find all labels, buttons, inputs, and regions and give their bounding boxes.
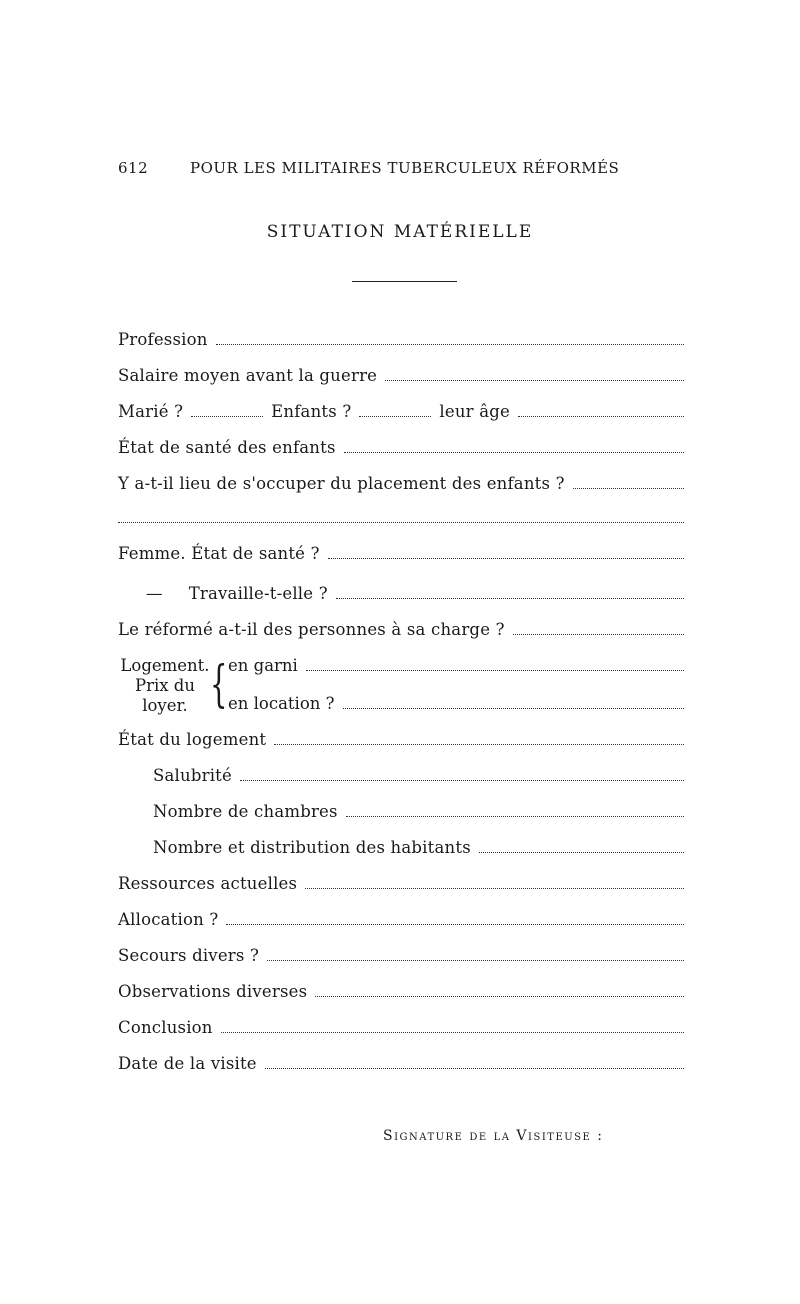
label-nombre-chambres: Nombre de chambres (153, 802, 338, 821)
row-travaille (146, 584, 684, 608)
label-salubrite: Salubrité (153, 766, 232, 785)
label-en-location: en location ? (228, 694, 335, 713)
running-title: POUR LES MILITAIRES TUBERCULEUX RÉFORMÉS (190, 159, 620, 177)
row-observations (118, 982, 684, 1006)
row-allocation (118, 910, 684, 934)
dash-ditto: — (146, 584, 163, 603)
fill-line-en-location[interactable] (343, 698, 685, 709)
logement-labels (118, 656, 212, 716)
fill-line-marie[interactable] (191, 406, 263, 417)
row-en-garni (228, 656, 684, 678)
label-allocation: Allocation ? (118, 910, 219, 929)
fill-line-charge[interactable] (513, 624, 684, 635)
fill-line-profession[interactable] (216, 334, 684, 345)
fill-line-salubrite[interactable] (240, 770, 684, 781)
title-rule (352, 281, 457, 282)
row-charge (118, 620, 684, 644)
label-loyer: loyer. (142, 696, 188, 715)
fill-line-conclusion[interactable] (221, 1022, 684, 1033)
fill-line-allocation[interactable] (226, 914, 684, 925)
signature-label: Signature de la Visiteuse : (383, 1128, 604, 1144)
row-conclusion (118, 1018, 684, 1042)
fill-line-enfants[interactable] (359, 406, 431, 417)
row-femme-sante (118, 544, 684, 568)
row-famille (118, 402, 684, 426)
label-salaire: Salaire moyen avant la guerre (118, 366, 378, 385)
row-en-location (228, 694, 684, 716)
fill-line-nombre-habitants[interactable] (479, 842, 684, 853)
label-nombre-habitants: Nombre et distribution des habitants (153, 838, 471, 857)
fill-line-leur-age[interactable] (518, 406, 684, 417)
fill-line-etat-logement[interactable] (274, 734, 684, 745)
row-salubrite (153, 766, 684, 790)
label-conclusion: Conclusion (118, 1018, 213, 1037)
fill-line-ressources[interactable] (305, 878, 684, 889)
fill-line-sante-enfants[interactable] (344, 442, 684, 453)
label-charge: Le réformé a-t-il des personnes à sa charge ? (118, 620, 505, 639)
label-observations: Observations diverses (118, 982, 308, 1001)
fill-line-observations[interactable] (315, 986, 684, 997)
row-ressources (118, 874, 684, 898)
row-sante-enfants (118, 438, 684, 462)
page-number: 612 (118, 159, 149, 177)
label-enfants: Enfants ? (271, 402, 352, 421)
logement-group (118, 656, 684, 720)
label-logement: Logement. (120, 656, 210, 675)
row-secours (118, 946, 684, 970)
label-secours: Secours divers ? (118, 946, 260, 965)
label-marie: Marié ? (118, 402, 184, 421)
label-date-visite: Date de la visite (118, 1054, 257, 1073)
section-title: SITUATION MATÉRIELLE (266, 222, 534, 242)
brace-symbol: { (210, 655, 228, 713)
row-salaire (118, 366, 684, 390)
fill-line-secours[interactable] (267, 950, 684, 961)
label-leur-age: leur âge (439, 402, 510, 421)
label-en-garni: en garni (228, 656, 298, 675)
fill-line-nombre-chambres[interactable] (346, 806, 684, 817)
running-header (118, 159, 638, 181)
row-date-visite (118, 1054, 684, 1078)
label-prix-du: Prix du (134, 676, 195, 695)
fill-line-salaire[interactable] (385, 370, 684, 381)
label-profession: Profession (118, 330, 208, 349)
label-etat-logement: État du logement (118, 730, 267, 749)
row-profession (118, 330, 684, 354)
fill-line-date-visite[interactable] (265, 1058, 684, 1069)
fill-line-travaille[interactable] (336, 588, 684, 599)
row-nombre-habitants (153, 838, 684, 862)
label-femme-sante: Femme. État de santé ? (118, 544, 320, 563)
row-etat-logement (118, 730, 684, 754)
label-travaille: Travaille-t-elle ? (188, 584, 328, 603)
row-nombre-chambres (153, 802, 684, 826)
row-placement (118, 474, 684, 498)
fill-line-en-garni[interactable] (306, 660, 684, 671)
fill-line-continuation[interactable] (118, 522, 684, 523)
label-placement: Y a-t-il lieu de s'occuper du placement des enfants ? (118, 474, 565, 493)
label-sante-enfants: État de santé des enfants (118, 438, 336, 457)
fill-line-placement[interactable] (573, 478, 684, 489)
fill-line-femme-sante[interactable] (328, 548, 684, 559)
label-ressources: Ressources actuelles (118, 874, 298, 893)
